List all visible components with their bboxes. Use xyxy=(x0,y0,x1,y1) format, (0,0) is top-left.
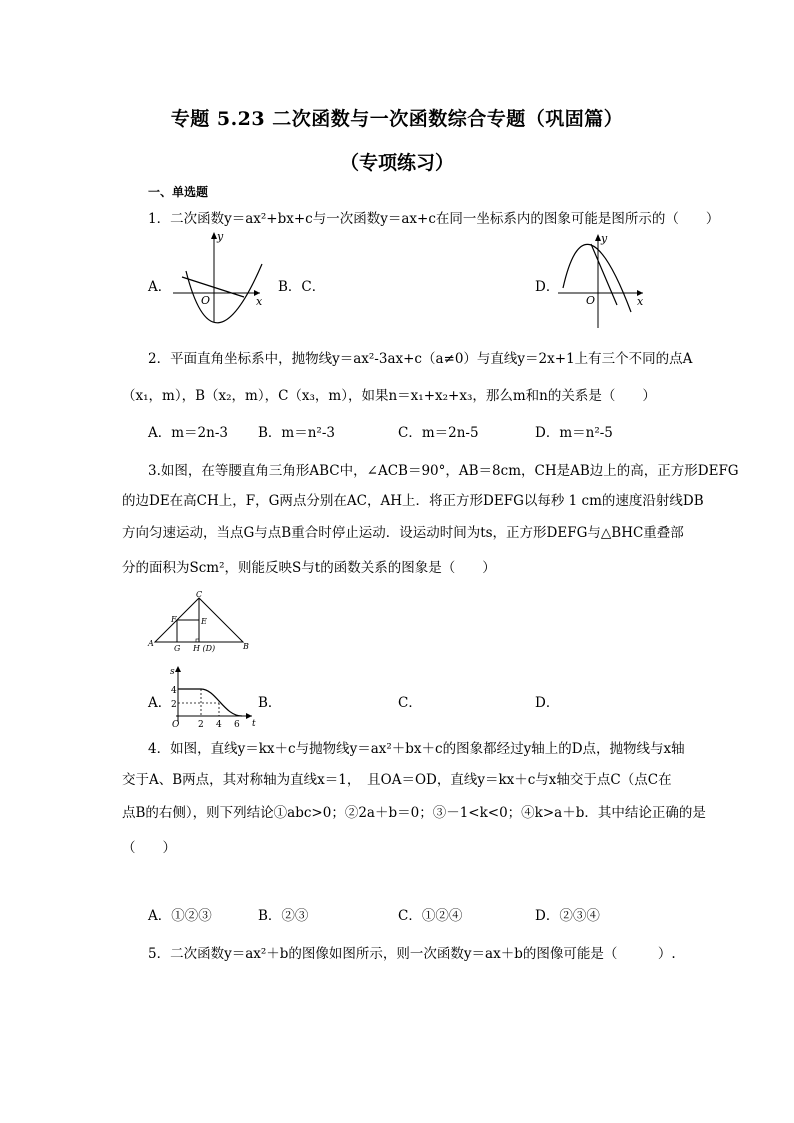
q3a-s4-tick: 4 xyxy=(171,686,177,696)
q3-option-c: C． xyxy=(398,695,422,711)
q4-line-2: 交于A、B两点，其对称轴为直线x＝1， 且OA＝OD，直线y＝kx＋c与x轴交于点C（点C在 xyxy=(122,772,672,788)
q3a-t2-tick: 2 xyxy=(198,720,204,730)
q1-text: 1．二次函数y＝ax²+bx+c与一次函数y＝ax+c在同一坐标系内的图象可能是图所示的（ ） xyxy=(148,211,720,227)
q2-option-d: D．m＝n²-5 xyxy=(535,425,613,441)
q3-line-1: 3.如图，在等腰直角三角形ABC中，∠ACB＝90°，AB＝8cm，CH是AB边上的高，正方形DEFG xyxy=(148,463,739,479)
q5-text: 5．二次函数y＝ax²＋b的图像如图所示，则一次函数y＝ax＋b的图像可能是（ ）. xyxy=(148,946,676,962)
q4-line-4: （ ） xyxy=(122,840,176,856)
q1a-origin-label: O xyxy=(201,294,211,307)
q3-label-f: F xyxy=(171,615,177,624)
q1a-y-label: y xyxy=(217,230,224,243)
q1d-x-label: x xyxy=(637,295,644,308)
q3a-s2-tick: 2 xyxy=(171,700,177,710)
q1-graph-a xyxy=(168,228,268,324)
q4-line-1: 4．如图，直线y＝kx＋c与抛物线y＝ax²＋bx＋c的图象都经过y轴上的D点，抛物线与x轴 xyxy=(148,741,685,757)
q3-line-3: 方向匀速运动，当点G与点B重合时停止运动．设运动时间为ts，正方形DEFG与△BHC重叠部 xyxy=(122,525,684,541)
q3-graph-a xyxy=(166,662,266,730)
q3a-s-label: s xyxy=(170,667,175,677)
section-heading: 一、单选题 xyxy=(148,185,209,199)
q3-label-a: A xyxy=(148,639,154,648)
q1a-x-label: x xyxy=(256,295,263,308)
q1d-origin-label: O xyxy=(586,294,596,307)
q4-option-a: A．①②③ xyxy=(148,908,212,924)
q3-line-2: 的边DE在高CH上，F，G两点分别在AC，AH上．将正方形DEFG以每秒 1 cm的速度沿射线DB xyxy=(122,493,704,509)
q3a-origin-label: O xyxy=(172,720,180,730)
q1d-y-label: y xyxy=(601,232,608,245)
q3a-t-label: t xyxy=(252,719,256,729)
q3a-t4-tick: 4 xyxy=(216,720,222,730)
q3a-t6-tick: 6 xyxy=(234,720,240,730)
q3-option-a: A． xyxy=(148,695,172,711)
q4-line-3: 点B的右侧），则下列结论①abc>0；②2a＋b＝0；③－1<k<0；④k>a＋b．其中结论正确的是 xyxy=(122,805,706,821)
q2-option-a: A．m＝2n-3 xyxy=(148,425,228,441)
q2-option-b: B．m＝n²-3 xyxy=(258,425,335,441)
q4-option-d: D．②③④ xyxy=(535,908,600,924)
q3-label-g: G xyxy=(174,644,181,653)
q3-triangle-figure xyxy=(145,586,265,656)
q3-line-4: 分的面积为Scm²，则能反映S与t的函数关系的图象是（ ） xyxy=(122,560,496,576)
q1-option-bc: B．C． xyxy=(278,279,326,295)
q4-option-b: B．②③ xyxy=(258,908,309,924)
page-title: 专题 5.23 二次函数与一次函数综合专题（巩固篇） xyxy=(170,108,624,130)
q3-label-hd: H (D) xyxy=(193,644,216,653)
q1-graph-d xyxy=(555,230,655,330)
q1-option-d: D． xyxy=(535,279,560,295)
q4-option-c: C．①②④ xyxy=(398,908,463,924)
q2-option-c: C．m＝2n-5 xyxy=(398,425,479,441)
page-subtitle: （专项练习） xyxy=(339,152,454,174)
q3-option-b: B． xyxy=(258,695,282,711)
q2-line-1: 2．平面直角坐标系中，抛物线y＝ax²-3ax+c（a≠0）与直线y＝2x+1上有三个不同的点A xyxy=(148,351,693,367)
q3-label-c: C xyxy=(196,590,203,599)
q3-label-e: E xyxy=(201,617,207,626)
q3-option-d: D． xyxy=(535,695,560,711)
q3-label-b: B xyxy=(243,642,249,651)
q2-line-2: （x₁，m），B（x₂，m），C（x₃，m），如果n＝x₁+x₂+x₃，那么m和n的关系是（ ） xyxy=(122,388,656,404)
q1-option-a: A． xyxy=(148,279,172,295)
